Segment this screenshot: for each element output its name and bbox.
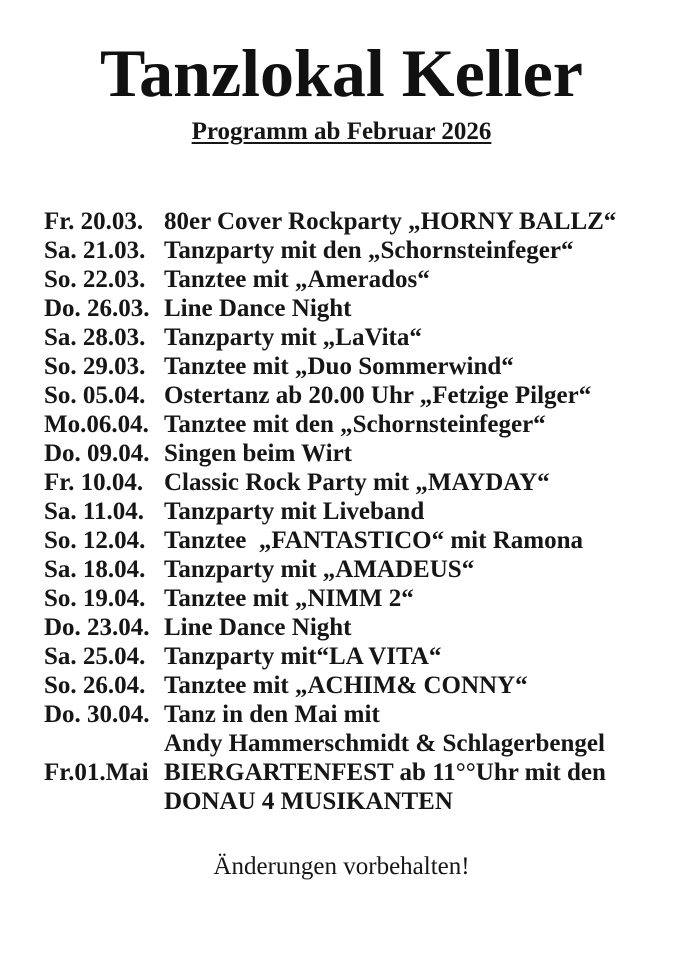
event-date: So. 19.04. (44, 585, 146, 612)
event-description: Classic Rock Party mit „MAYDAY“ (164, 469, 550, 496)
event-list (44, 207, 683, 816)
event-description: Tanztee mit „NIMM 2“ (164, 585, 414, 612)
event-description: Tanzparty mit den „Schornsteinfeger“ (164, 237, 574, 264)
event-row (44, 555, 683, 584)
event-description: Line Dance Night (164, 614, 352, 641)
event-description: Tanztee mit „Duo Sommerwind“ (164, 353, 514, 380)
event-row (44, 439, 683, 468)
event-description: Singen beim Wirt (164, 440, 352, 467)
event-date: So. 05.04. (44, 382, 146, 409)
event-row (44, 584, 683, 613)
event-description: Tanzparty mit „LaVita“ (164, 324, 422, 351)
event-date: So. 26.04. (44, 672, 146, 699)
event-row (44, 352, 683, 381)
event-description: Tanztee mit „Amerados“ (164, 266, 430, 293)
event-date: Do. 09.04. (44, 440, 150, 467)
page-title: Tanzlokal Keller (100, 35, 583, 111)
event-row (44, 236, 683, 265)
event-row (44, 642, 683, 671)
event-description: Line Dance Night (164, 295, 352, 322)
event-date: So. 12.04. (44, 527, 146, 554)
footer-note: Änderungen vorbehalten! (213, 853, 470, 880)
event-row (44, 497, 683, 526)
event-date: Sa. 11.04. (44, 498, 145, 525)
event-row (44, 294, 683, 323)
event-date: Do. 30.04. (44, 701, 150, 728)
event-row (44, 323, 683, 352)
event-date: So. 22.03. (44, 266, 146, 293)
event-description: Tanz in den Mai mit (164, 701, 380, 728)
event-row (44, 410, 683, 439)
event-row (44, 265, 683, 294)
event-row (44, 468, 683, 497)
event-description: Tanzparty mit“LA VITA“ (164, 643, 442, 670)
event-date: Do. 23.04. (44, 614, 150, 641)
event-description: DONAU 4 MUSIKANTEN (164, 788, 453, 815)
event-description: Tanztee mit „ACHIM& CONNY“ (164, 672, 528, 699)
event-description: Tanztee „FANTASTICO“ mit Ramona (164, 527, 583, 554)
event-row (44, 758, 683, 787)
event-row (44, 381, 683, 410)
event-description: Ostertanz ab 20.00 Uhr „Fetzige Pilger“ (164, 382, 592, 409)
event-row (44, 729, 683, 758)
event-date: Sa. 21.03. (44, 237, 146, 264)
event-date: So. 29.03. (44, 353, 146, 380)
event-date: Fr. 10.04. (44, 469, 144, 496)
event-row (44, 613, 683, 642)
event-description: Andy Hammerschmidt & Schlagerbengel (164, 730, 605, 757)
event-row (44, 787, 683, 816)
event-date: Fr.01.Mai (44, 759, 149, 786)
event-row (44, 671, 683, 700)
event-date: Sa. 25.04. (44, 643, 146, 670)
event-row (44, 207, 683, 236)
event-description: BIERGARTENFEST ab 11°°Uhr mit den (164, 759, 606, 786)
event-description: Tanzparty mit „AMADEUS“ (164, 556, 475, 583)
event-date: Sa. 18.04. (44, 556, 146, 583)
event-date: Do. 26.03. (44, 295, 150, 322)
page-subtitle: Programm ab Februar 2026 (191, 118, 492, 145)
event-date: Sa. 28.03. (44, 324, 146, 351)
event-row (44, 700, 683, 729)
event-description: Tanzparty mit Liveband (164, 498, 425, 525)
event-date: Mo.06.04. (44, 411, 149, 438)
event-date: Fr. 20.03. (44, 208, 144, 235)
event-description: 80er Cover Rockparty „HORNY BALLZ“ (164, 208, 617, 235)
event-description: Tanztee mit den „Schornsteinfeger“ (164, 411, 546, 438)
event-row (44, 526, 683, 555)
